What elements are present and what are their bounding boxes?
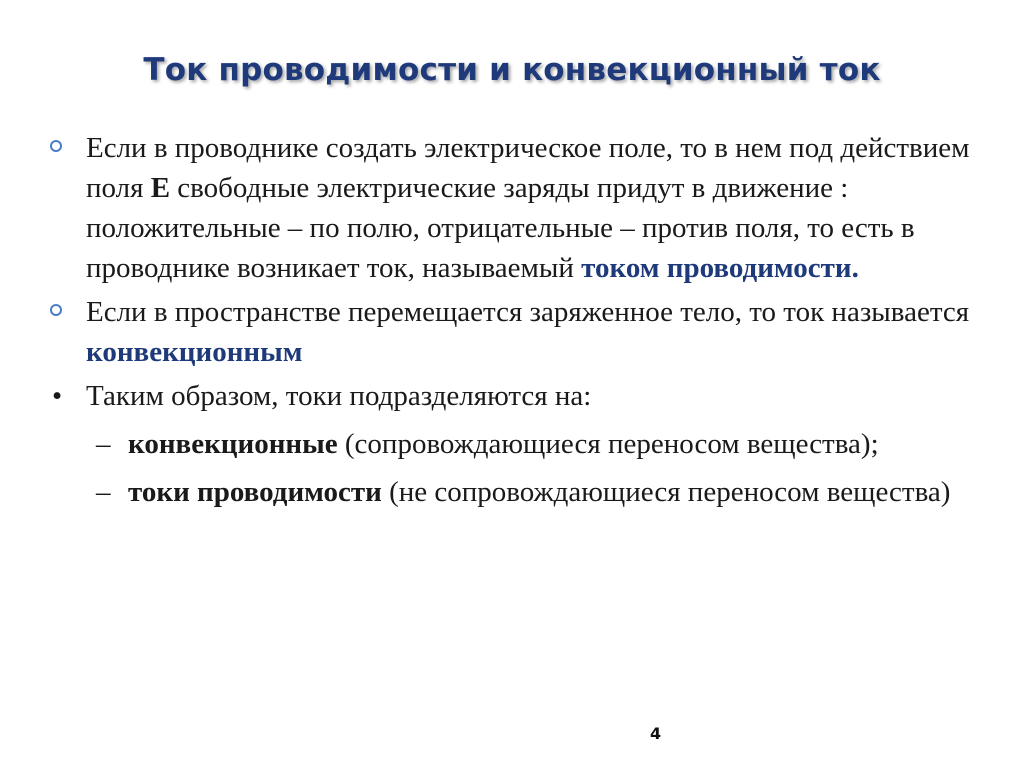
item-text: Таким образом, токи подразделяются на: bbox=[86, 380, 592, 412]
item-text-after-e: свободные электрические заряды придут в движение : положительные – по полю, отрицательные – против поля, то есть в проводнике возникает ток, называемый bbox=[86, 172, 915, 284]
sublist-item-conduction bbox=[48, 472, 988, 512]
subitem-term: конвекционные bbox=[128, 428, 338, 460]
dash-bullet: – bbox=[96, 476, 111, 508]
list-item-summary bbox=[48, 376, 988, 416]
subitem-text: (не сопровождающиеся переносом вещества) bbox=[381, 476, 951, 508]
circle-bullet-icon bbox=[50, 140, 62, 152]
slide-title: Ток проводимости и конвекционный ток bbox=[143, 52, 881, 88]
highlight-conduction-current: током проводимости. bbox=[581, 252, 859, 284]
page-number: 4 bbox=[650, 724, 662, 743]
list-item-convection bbox=[48, 292, 988, 372]
slide-content bbox=[48, 128, 988, 512]
highlight-convection: конвекционным bbox=[86, 336, 303, 368]
dash-bullet: – bbox=[96, 428, 111, 460]
circle-bullet-icon bbox=[50, 304, 62, 316]
subitem-term: токи проводимости bbox=[128, 476, 382, 508]
item-text-before-e: Если в проводнике создать электрическое поле, то в нем под действием поля bbox=[86, 132, 970, 204]
list-item-conduction bbox=[48, 128, 988, 288]
item-text: Если в пространстве перемещается заряженное тело, то ток называется bbox=[86, 296, 970, 328]
sublist-item-convection bbox=[48, 424, 988, 464]
dot-bullet-icon: • bbox=[52, 380, 63, 412]
subitem-text: (сопровождающиеся переносом вещества); bbox=[337, 428, 879, 460]
field-e-symbol: E bbox=[150, 172, 171, 204]
